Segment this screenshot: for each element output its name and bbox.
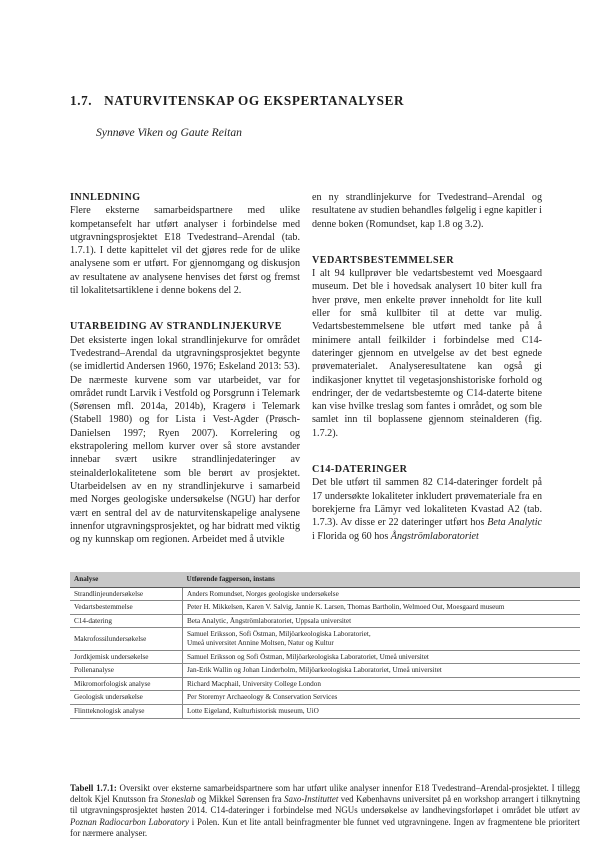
- section-text-strandlinjekurve: Det eksisterte ingen lokal strandlinjekurve for området Tvedestrand–Arendal da utgravningsprosjektet begynte (se imidlertid Andersen 1960, 1976; Eskeland 2013: 53). De nærmeste kurvene som var utarbeidet, var for området rundt Larvik i Vestfold og Porsgrunn i Telemark (Sørensen mfl. 2014a, 2014b), Kragerø i Telemark (Stabell 1980) og for Lista i Vest-Agder (Prøsch-Danielsen 1997; Ryen 2007). Korrelering og ekstrapolering mellom kurver over så store avstander innebar svært usikre strandlinjedateringer av steinalderlokalitetene som ble berørt av prosjektet. Utarbeidelsen av en ny strandlinjekurve i samarbeid med Norges geologiske undersøkelse (NGU) har derfor vært en sentral del av de naturvitenskapelige analysene innenfor utgravningsprosjektet, og har bidratt med viktig og ny kunnskap om regionen. Arbeidet med å utvikle: [70, 334, 300, 546]
- caption-org-stoneslab: Stoneslab: [160, 794, 196, 805]
- caption-text-4: i Polen. Kun et lite antall beinfragmenter ble funnet ved utgravningene. Ingen av fragmentene ble prioritert for nærmere analyser.: [70, 816, 581, 838]
- table-cell-utforende: Lotte Eigeland, Kulturhistorisk museum, UiO: [183, 704, 581, 718]
- analysis-table: [70, 572, 580, 719]
- table-cell-utforende: Anders Romundset, Norges geologiske undersøkelse: [183, 587, 581, 601]
- section-title-strandlinjekurve: UTARBEIDING AV STRANDLINJEKURVE: [70, 321, 283, 333]
- table-cell-analyse: Flintteknologisk analyse: [70, 704, 183, 718]
- table-row: [70, 587, 580, 601]
- table-row: [70, 704, 580, 718]
- table-row: [70, 691, 580, 705]
- table-cell-analyse: Mikromorfologisk analyse: [70, 677, 183, 691]
- table-header-utforende: Utførende fagperson, instans: [183, 572, 581, 587]
- table-row: [70, 650, 580, 664]
- right-column: [312, 191, 542, 543]
- chapter-number: 1.7.: [70, 93, 93, 108]
- table-cell-utforende: Samuel Eriksson, Sofi Östman, Miljöarkeologiska Laboratoriet, Umeå universitet Annine Moltsen, Natur og Kultur: [183, 628, 581, 650]
- section-title-innledning: INNLEDNING: [70, 192, 141, 203]
- table-cell-utforende: Richard Macphail, University College London: [183, 677, 581, 691]
- section-title-c14: C14-DATERINGER: [312, 464, 408, 476]
- table-cell-utforende: Samuel Eriksson og Sofi Östman, Miljöarkeologiska Laboratoriet, Umeå universitet: [183, 650, 581, 664]
- table-header-analyse: Analyse: [70, 572, 183, 587]
- caption-text-1: Oversikt over eksterne samarbeidspartnere som har utført ulike analyser innenfor E18 Tvedestrand–Arendal-prosjektet. I tillegg deltok Kjel Knutsson fra: [70, 783, 580, 805]
- section-text-vedartsbestemmelser: I alt 94 kullprøver ble vedartsbestemt ved Moesgaard museum. Det ble i hovedsak analysert 10 biter kull fra hver prøve, men enkelte prøver inneholdt for lite kull eller for små kullbiter til at dette var mulig. Vedartsbestemmelsene ble utført med tanke på å minimere antall feilkilder i forbindelse med C14-dateringer gjennom en utvelgelse av det best egnede prøvematerialet. Analyseresultatene kan også gi indikasjoner knyttet til vegetasjonshistoriske forhold og endringer, der de vedartsbestemte og C14-daterte bitene kan vise hvilke treslag som fantes i området, og som ble samlet inn til boplassene gjennom steinalderen (fig. 1.7.2).: [312, 268, 542, 439]
- caption-org-saxo: Saxo-Instituttet: [284, 794, 339, 805]
- table-row: [70, 677, 580, 691]
- caption-label: Tabell 1.7.1:: [70, 783, 117, 793]
- caption-org-poznan: Poznan Radiocarbon Laboratory: [70, 816, 189, 827]
- lab-name-angstrom: Ångströmlaboratoriet: [390, 530, 479, 542]
- lab-name-beta: Beta Analytic: [487, 517, 542, 529]
- table-cell-analyse: Geologisk undersøkelse: [70, 691, 183, 705]
- continued-text: en ny strandlinjekurve for Tvedestrand–Arendal og resultatene av studien behandles følgelig i egne kapitler i denne boken (Romundset, kap 1.8 og 3.2).: [312, 192, 542, 230]
- chapter-authors: Synnøve Viken og Gaute Reitan: [96, 126, 242, 139]
- table-cell-analyse: C14-datering: [70, 614, 183, 628]
- table-row: [70, 664, 580, 678]
- table-cell-analyse: Vedartsbestemmelse: [70, 601, 183, 615]
- section-text-innledning: Flere eksterne samarbeidspartnere med ulike kompetansefelt har utført analyser i forbindelse med utgravningsprosjektet E18 Tvedestrand–Arendal (tab. 1.7.1). I dette kapittelet vil det gjøres rede for de ulike analysene som er utført. For gjennomgang og diskusjon av resultatene av analysene henvises det først og fremst til lokalitetsartiklene i denne bokens del 2.: [70, 205, 300, 297]
- table-row: [70, 601, 580, 615]
- section-text-c14: [312, 476, 542, 542]
- table-cell-utforende: Beta Analytic, Ångströmlaboratoriet, Uppsala universitet: [183, 614, 581, 628]
- caption-text-3: ved Københavns universitet på en workshop arrangert i tilknytning til utgravningsprosjektet høsten 2014. C14-dateringer i forbindelse med NGUs undersøkelse av landhevingsforløpet i området ble utført av: [70, 794, 580, 816]
- table-caption: [70, 783, 580, 839]
- c14-text-mid: i Florida og 60 hos: [312, 530, 391, 542]
- c14-text-start: Det ble utført til sammen 82 C14-dateringer fordelt på 17 undersøkte lokaliteter inkludert prøvemateriale fra en borekjerne fra Lämyr ved lokaliteten Kvastad A2 (tab. 1.7.3). Av disse er 22 dateringer utført hos: [312, 477, 542, 529]
- chapter-title: NATURVITENSKAP OG EKSPERTANALYSER: [104, 93, 405, 108]
- table-cell-analyse: Jordkjemisk undersøkelse: [70, 650, 183, 664]
- table-cell-utforende: Jan-Erik Wallin og Johan Linderholm, Miljöarkeologiska Laboratoriet, Umeå universitet: [183, 664, 581, 678]
- chapter-heading: [70, 93, 404, 109]
- table-row: [70, 614, 580, 628]
- table-cell-analyse: Makrofossilundersøkelse: [70, 628, 183, 650]
- table-header-row: [70, 572, 580, 587]
- table-cell-analyse: Strandlinjeundersøkelse: [70, 587, 183, 601]
- left-column: [70, 191, 300, 546]
- table-cell-utforende: Peter H. Mikkelsen, Karen V. Salvig, Jannie K. Larsen, Thomas Bartholin, Welmoed Out, Moesgaard museum: [183, 601, 581, 615]
- table-row: [70, 628, 580, 650]
- caption-text-2: og Mikkel Sørensen fra: [195, 794, 285, 805]
- section-title-vedartsbestemmelser: VEDARTSBESTEMMELSER: [312, 254, 455, 266]
- table-cell-utforende: Per Storemyr Archaeology & Conservation Services: [183, 691, 581, 705]
- table-cell-analyse: Pollenanalyse: [70, 664, 183, 678]
